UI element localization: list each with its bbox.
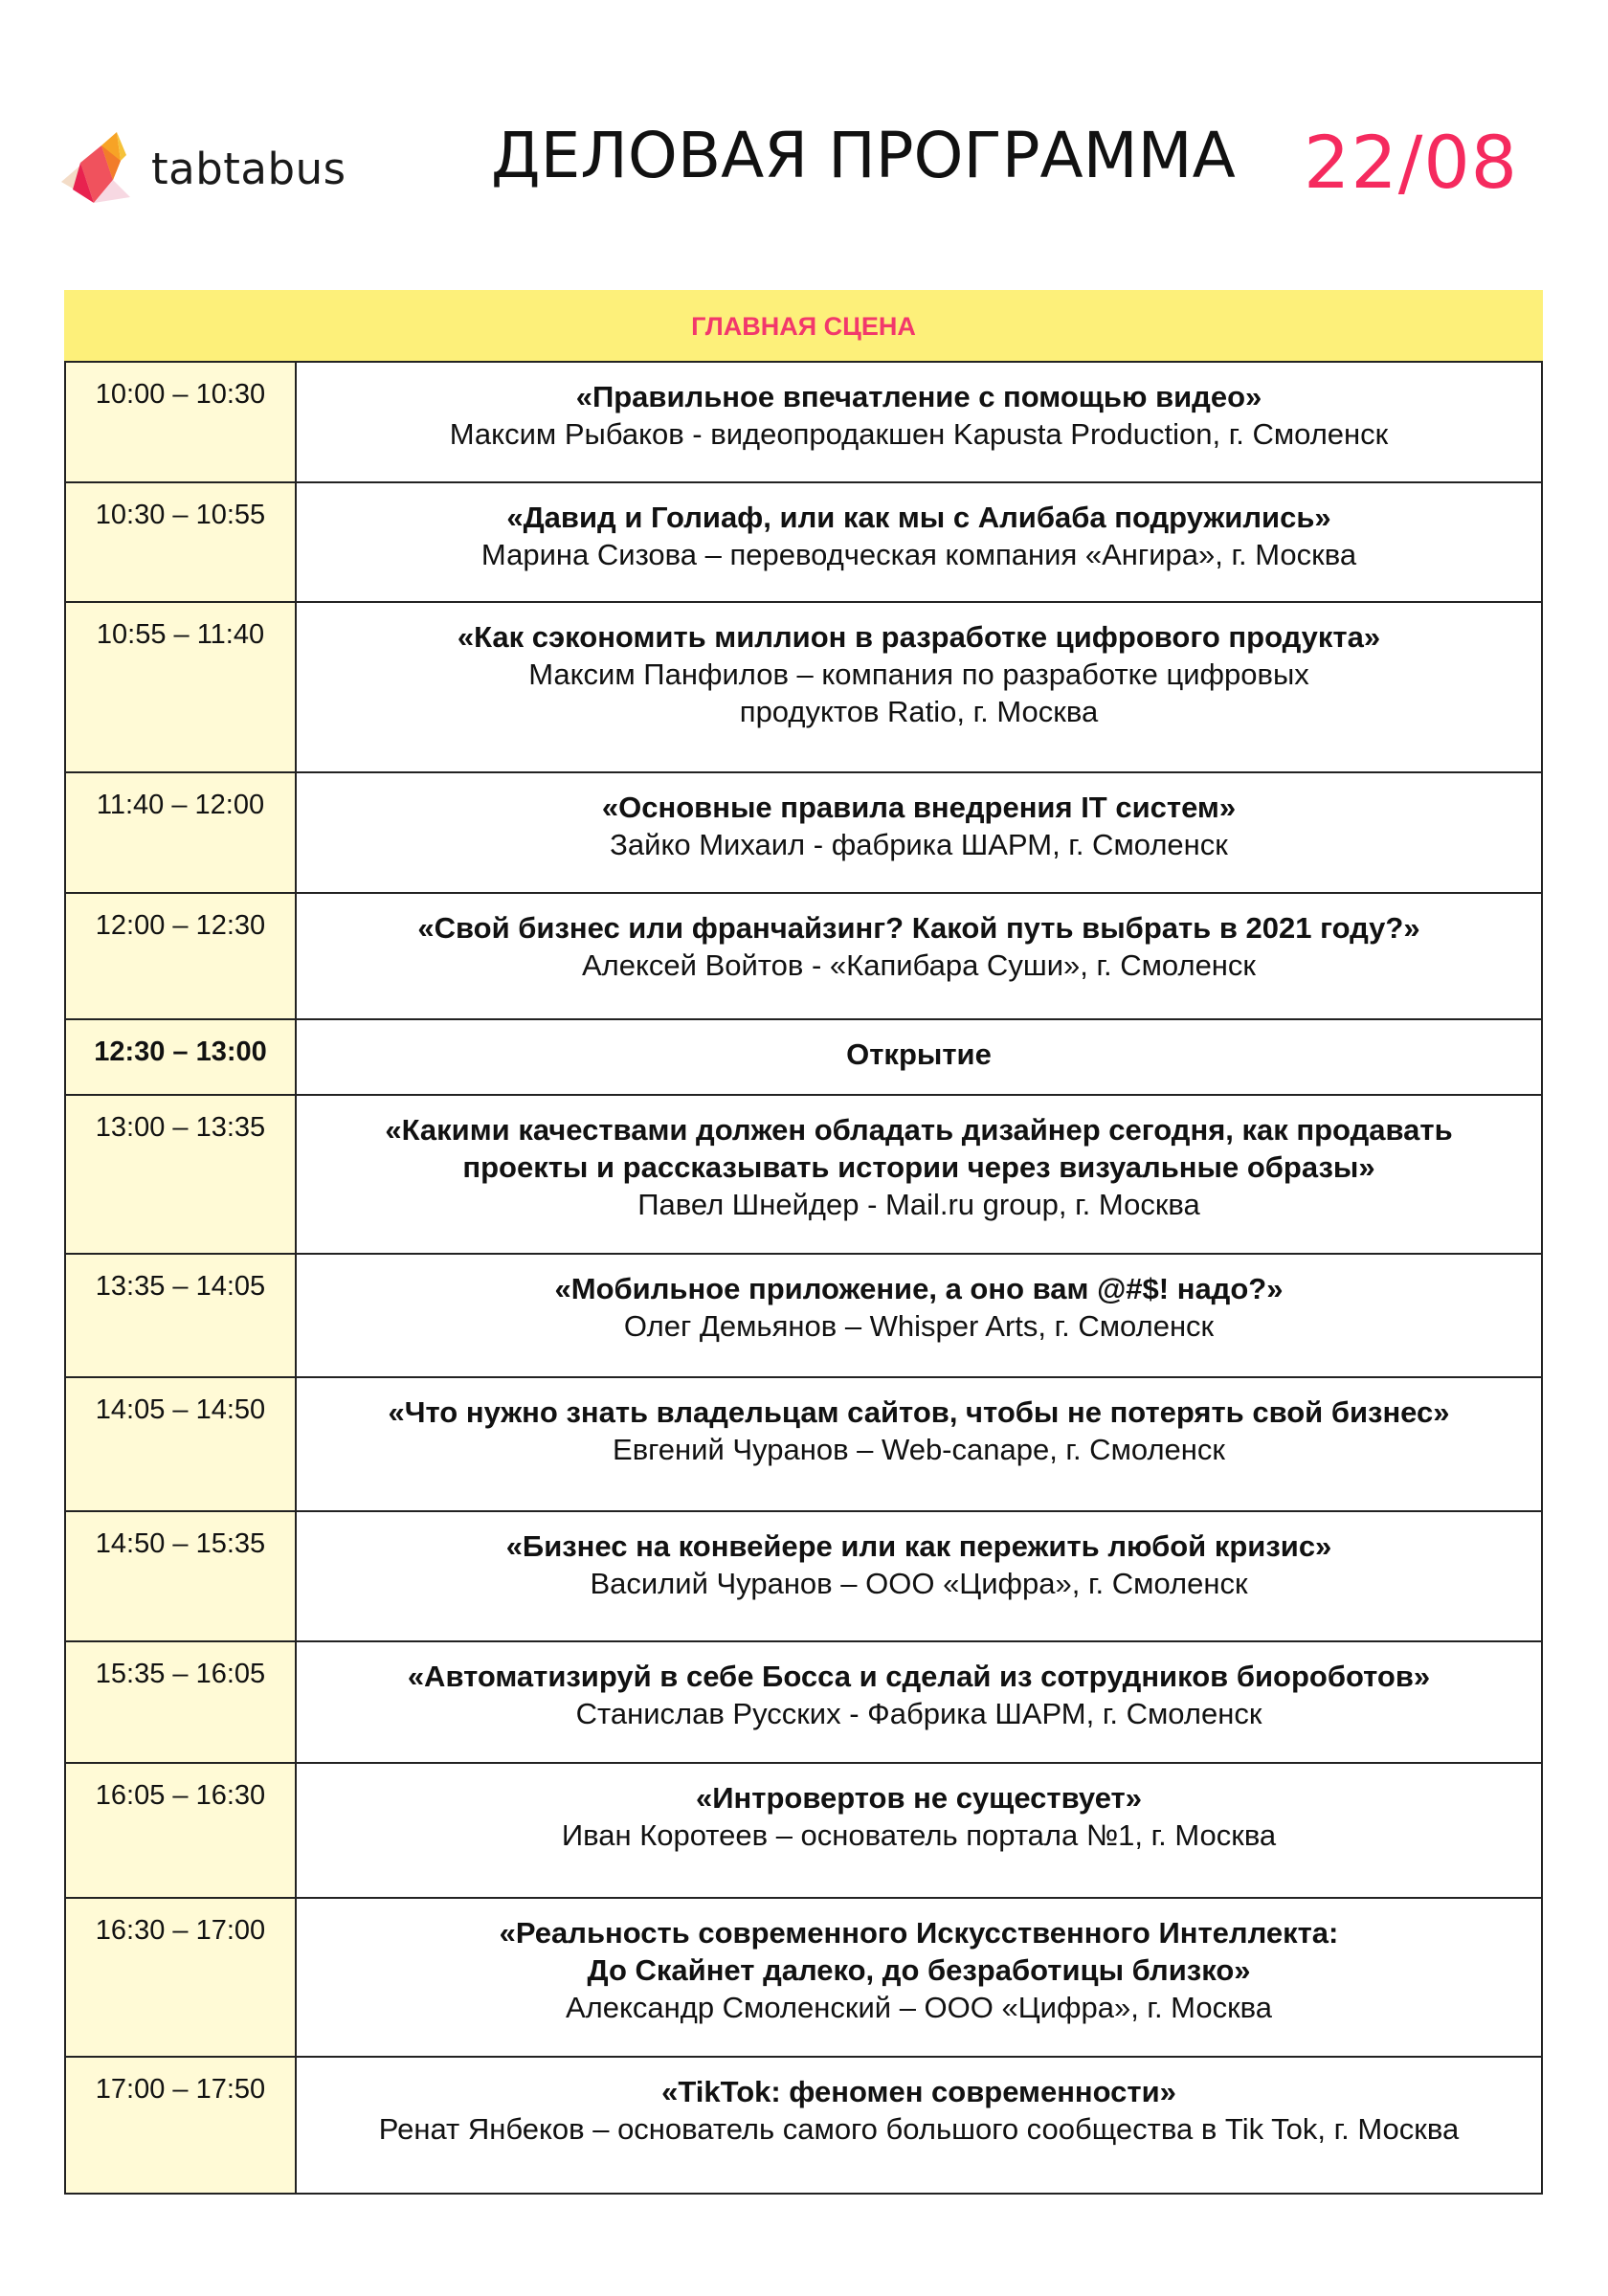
talk-speaker: Олег Демьянов – Whisper Arts, г. Смоленск: [623, 1309, 1215, 1343]
time-cell: 11:40 – 12:00: [65, 772, 296, 893]
page-header: [0, 0, 1608, 287]
talk-cell: [296, 602, 1542, 772]
table-row: [65, 362, 1542, 482]
talk-title: «TikTok: феномен современности»: [661, 2075, 1176, 2108]
talk-cell: [296, 2057, 1542, 2194]
talk-cell: [296, 1511, 1542, 1641]
talk-title: «Интровертов не существует»: [696, 1781, 1142, 1815]
talk-speaker: Александр Смоленский – ООО «Цифра», г. Москва: [565, 1991, 1273, 2024]
talk-title: «Мобильное приложение, а оно вам @#$! надо?»: [554, 1272, 1284, 1305]
time-cell: 14:05 – 14:50: [65, 1377, 296, 1511]
event-date: 22/08: [1304, 120, 1519, 205]
table-row: [65, 1511, 1542, 1641]
table-row: [65, 893, 1542, 1019]
table-row: [65, 1019, 1542, 1095]
time-cell: 10:55 – 11:40: [65, 602, 296, 772]
talk-cell: [296, 1254, 1542, 1377]
time-cell: 15:35 – 16:05: [65, 1641, 296, 1763]
talk-cell: [296, 362, 1542, 482]
talk-title: «Правильное впечатление с помощью видео»: [575, 380, 1262, 413]
time-cell: 12:00 – 12:30: [65, 893, 296, 1019]
table-row: [65, 1763, 1542, 1898]
talk-title: До Скайнет далеко, до безработицы близко»: [587, 1953, 1251, 1987]
stage-header: ГЛАВНАЯ СЦЕНА: [64, 290, 1543, 361]
table-row: [65, 1095, 1542, 1254]
talk-cell: [296, 482, 1542, 602]
talk-speaker: Евгений Чуранов – Web-canape, г. Смоленск: [613, 1433, 1225, 1466]
talk-speaker: Максим Панфилов – компания по разработке цифровых: [528, 658, 1309, 691]
program-table: [64, 361, 1543, 2195]
time-cell: 13:35 – 14:05: [65, 1254, 296, 1377]
time-cell: 17:00 – 17:50: [65, 2057, 296, 2194]
talk-title: «Свой бизнес или франчайзинг? Какой путь выбрать в 2021 году?»: [417, 911, 1420, 945]
talk-title: «Давид и Голиаф, или как мы с Алибаба подружились»: [506, 501, 1331, 534]
table-row: [65, 602, 1542, 772]
talk-speaker: Максим Рыбаков - видеопродакшен Kapusta Production, г. Смоленск: [449, 417, 1389, 451]
talk-cell: [296, 772, 1542, 893]
table-row: [65, 1377, 1542, 1511]
talk-title: «Бизнес на конвейере или как пережить любой кризис»: [505, 1529, 1332, 1563]
talk-speaker: продуктов Ratio, г. Москва: [739, 695, 1099, 728]
table-row: [65, 1641, 1542, 1763]
talk-cell: [296, 1763, 1542, 1898]
time-cell: 13:00 – 13:35: [65, 1095, 296, 1254]
time-cell: 16:05 – 16:30: [65, 1763, 296, 1898]
talk-title: «Реальность современного Искусственного Интеллекта:: [499, 1916, 1339, 1950]
talk-cell: [296, 1019, 1542, 1095]
talk-speaker: Зайко Михаил - фабрика ШАРМ, г. Смоленск: [610, 828, 1228, 861]
talk-cell: [296, 1377, 1542, 1511]
talk-cell: [296, 893, 1542, 1019]
talk-speaker: Василий Чуранов – ООО «Цифра», г. Смоленск: [590, 1567, 1248, 1600]
time-cell: 14:50 – 15:35: [65, 1511, 296, 1641]
origami-fox-icon: [59, 126, 140, 207]
talk-title: «Какими качествами должен обладать дизайнер сегодня, как продавать: [385, 1113, 1453, 1147]
schedule-table: [64, 290, 1543, 2195]
time-cell: 12:30 – 13:00: [65, 1019, 296, 1095]
table-row: [65, 2057, 1542, 2194]
talk-title: «Что нужно знать владельцам сайтов, чтобы не потерять свой бизнес»: [388, 1395, 1450, 1429]
talk-title: «Автоматизируй в себе Босса и сделай из сотрудников биороботов»: [407, 1660, 1431, 1693]
talk-title: «Как сэкономить миллион в разработке цифрового продукта»: [457, 620, 1381, 654]
table-row: [65, 772, 1542, 893]
talk-speaker: Павел Шнейдер - Mail.ru group, г. Москва: [637, 1188, 1200, 1221]
page-title: ДЕЛОВАЯ ПРОГРАММА: [491, 119, 1236, 192]
table-row: [65, 1254, 1542, 1377]
time-cell: 10:00 – 10:30: [65, 362, 296, 482]
talk-speaker: Алексей Войтов - «Капибара Суши», г. Смоленск: [581, 948, 1256, 982]
talk-speaker: Иван Коротеев – основатель портала №1, г. Москва: [561, 1818, 1277, 1852]
talk-title: «Основные правила внедрения IT систем»: [601, 791, 1237, 824]
logo-text: tabtabus: [151, 143, 346, 194]
talk-speaker: Марина Сизова – переводческая компания «Ангира», г. Москва: [480, 538, 1357, 571]
talk-speaker: Станислав Русских - Фабрика ШАРМ, г. Смоленск: [575, 1697, 1262, 1730]
time-cell: 16:30 – 17:00: [65, 1898, 296, 2057]
talk-cell: [296, 1095, 1542, 1254]
talk-cell: [296, 1898, 1542, 2057]
table-row: [65, 482, 1542, 602]
talk-speaker: Ренат Янбеков – основатель самого большого сообщества в Tik Tok, г. Москва: [378, 2112, 1460, 2146]
time-cell: 10:30 – 10:55: [65, 482, 296, 602]
talk-title: Открытие: [846, 1037, 992, 1071]
talk-cell: [296, 1641, 1542, 1763]
talk-title: проекты и рассказывать истории через визуальные образы»: [462, 1150, 1375, 1184]
table-row: [65, 1898, 1542, 2057]
brand-logo: [59, 126, 346, 207]
